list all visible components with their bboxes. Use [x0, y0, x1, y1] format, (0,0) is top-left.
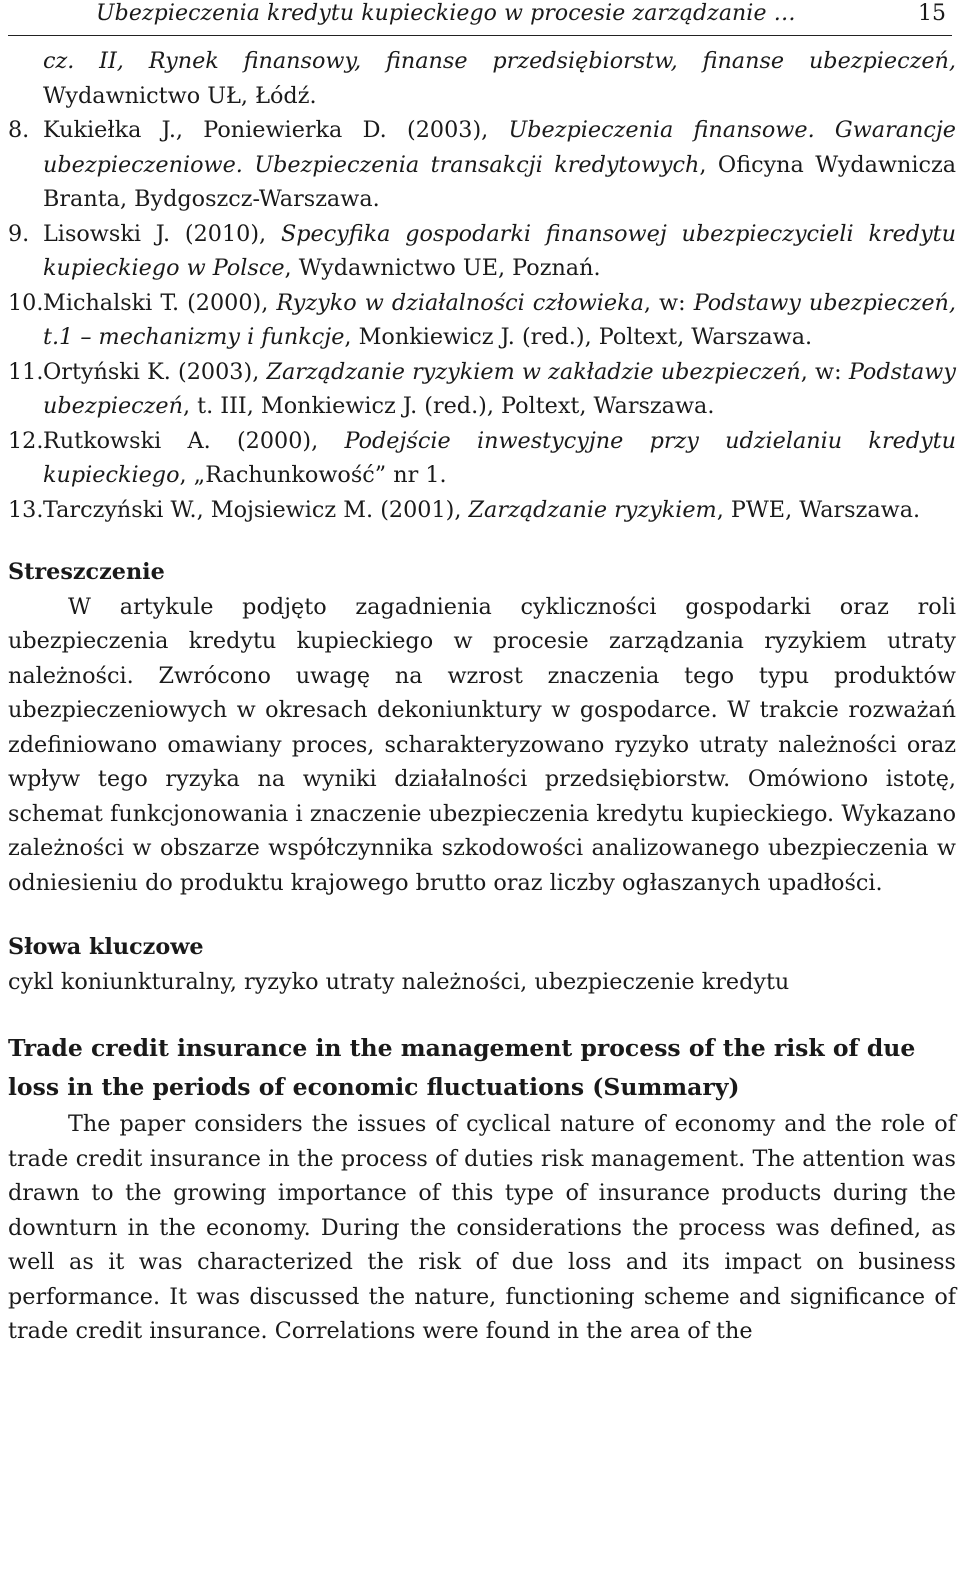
reference-publisher: , t. III, Monkiewicz J. (red.), Poltext, Warszawa. — [182, 393, 715, 419]
reference-title: cz. II, Rynek finansowy, finanse przedsiębiorstw, finanse ubezpieczeń, — [43, 48, 956, 74]
summary-text: The paper considers the issues of cyclical nature of economy and the role of trade credit insurance in the process of duties risk management. The attention was drawn to the growing importance of this type of insurance products during the downturn in the economy. During the considerations the process was defined, as well as it was characterized the risk of due loss and its impact on business performance. It was discussed the nature, functioning scheme and significance of trade credit insurance. Correlations were found in the area of the — [8, 1111, 956, 1344]
reference-authors: Ortyński K. (2003), — [43, 358, 267, 385]
keywords-heading: Słowa kluczowe — [8, 934, 204, 960]
reference-number: 12.. — [8, 427, 51, 454]
reference-11 — [8, 355, 956, 424]
reference-13 — [8, 493, 956, 528]
page-content — [8, 44, 956, 1349]
reference-title: Podejście inwestycyjne przy udzielaniu kredytu kupieckiego — [43, 427, 956, 488]
reference-authors: Tarczyński W., Mojsiewicz M. (2001), — [43, 496, 469, 523]
reference-publisher: , Monkiewicz J. (red.), Poltext, Warszawa. — [344, 324, 813, 350]
running-header-title: Ubezpieczenia kredytu kupieckiego w procesie zarządzanie … — [96, 1, 796, 26]
reference-connector: , w: — [643, 289, 694, 316]
reference-title: Ryzyko w działalności człowieka — [276, 289, 644, 316]
running-header — [8, 0, 952, 36]
reference-title: Specyfika gospodarki finansowej ubezpieczycieli kredytu kupieckiego w Polsce — [43, 220, 957, 281]
reference-8 — [8, 113, 956, 217]
reference-publisher: , Wydawnictwo UE, Poznań. — [284, 255, 601, 281]
summary-heading: Trade credit insurance in the management process of the risk of due loss in the periods of economic fluctuations (Summary) — [8, 1034, 916, 1101]
page-number: 15 — [918, 1, 946, 26]
reference-number: 11. — [8, 358, 44, 385]
reference-number: 8. — [8, 117, 30, 143]
reference-publisher: Wydawnictwo UŁ, Łódź. — [43, 82, 317, 109]
reference-title: Ubezpieczenia finansowe. Gwarancje ubezpieczeniowe. Ubezpieczenia transakcji kredytowych — [43, 117, 957, 178]
reference-12 — [8, 424, 956, 493]
reference-number: 13. — [8, 496, 44, 523]
reference-authors: Kukiełka J., Poniewierka D. (2003), — [43, 117, 509, 143]
reference-title: Zarządzanie ryzykiem — [468, 496, 717, 523]
reference-number: 9. — [8, 220, 30, 247]
reference-publisher: , PWE, Warszawa. — [716, 496, 921, 523]
reference-book-title: Podstawy ubezpieczeń, t.1 – mechanizmy i funkcje — [43, 289, 956, 350]
reference-authors: Lisowski J. (2010), — [43, 220, 281, 247]
reference-authors: Michalski T. (2000), — [43, 289, 277, 316]
reference-connector: , w: — [800, 358, 849, 385]
reference-title: Zarządzanie ryzykiem w zakładzie ubezpieczeń — [266, 358, 801, 385]
reference-number: 10. — [8, 289, 44, 316]
streszczenie-text: W artykule podjęto zagadnienia cykliczności gospodarki oraz roli ubezpieczenia kredytu kupieckiego w procesie zarządzania ryzykiem utraty należności. Zwrócono uwagę na wzrost znaczenia tego typu produktów ubezpieczeniowych w okresach dekoniunktury w gospodarce. W trakcie rozważań zdefiniowano omawiany proces, scharakteryzowano ryzyko utraty należności oraz wpływ tego ryzyka na wyniki działalności przedsiębiorstw. Omówiono istotę, schemat funkcjonowania i znaczenie ubezpieczenia kredytu kupieckiego. Wykazano zależności w obszarze współczynnika szkodowości analizowanego ubezpieczenia w odniesieniu do produktu krajowego brutto oraz liczby ogłaszanych upadłości. — [8, 593, 956, 896]
reference-book-title: Podstawy ubezpieczeń — [43, 358, 956, 419]
reference-10 — [8, 286, 956, 355]
reference-publisher: , Oficyna Wydawnicza Branta, Bydgoszcz-Warszawa. — [43, 151, 956, 212]
reference-authors: Rutkowski A. (2000), — [43, 427, 345, 454]
reference-9 — [8, 217, 956, 286]
reference-7-continuation — [8, 44, 956, 113]
reference-publisher: , „Rachunkowość” nr 1. — [179, 462, 447, 488]
keywords-text: cykl koniunkturalny, ryzyko utraty należności, ubezpieczenie kredytu — [8, 968, 790, 995]
streszczenie-heading: Streszczenie — [8, 559, 165, 585]
